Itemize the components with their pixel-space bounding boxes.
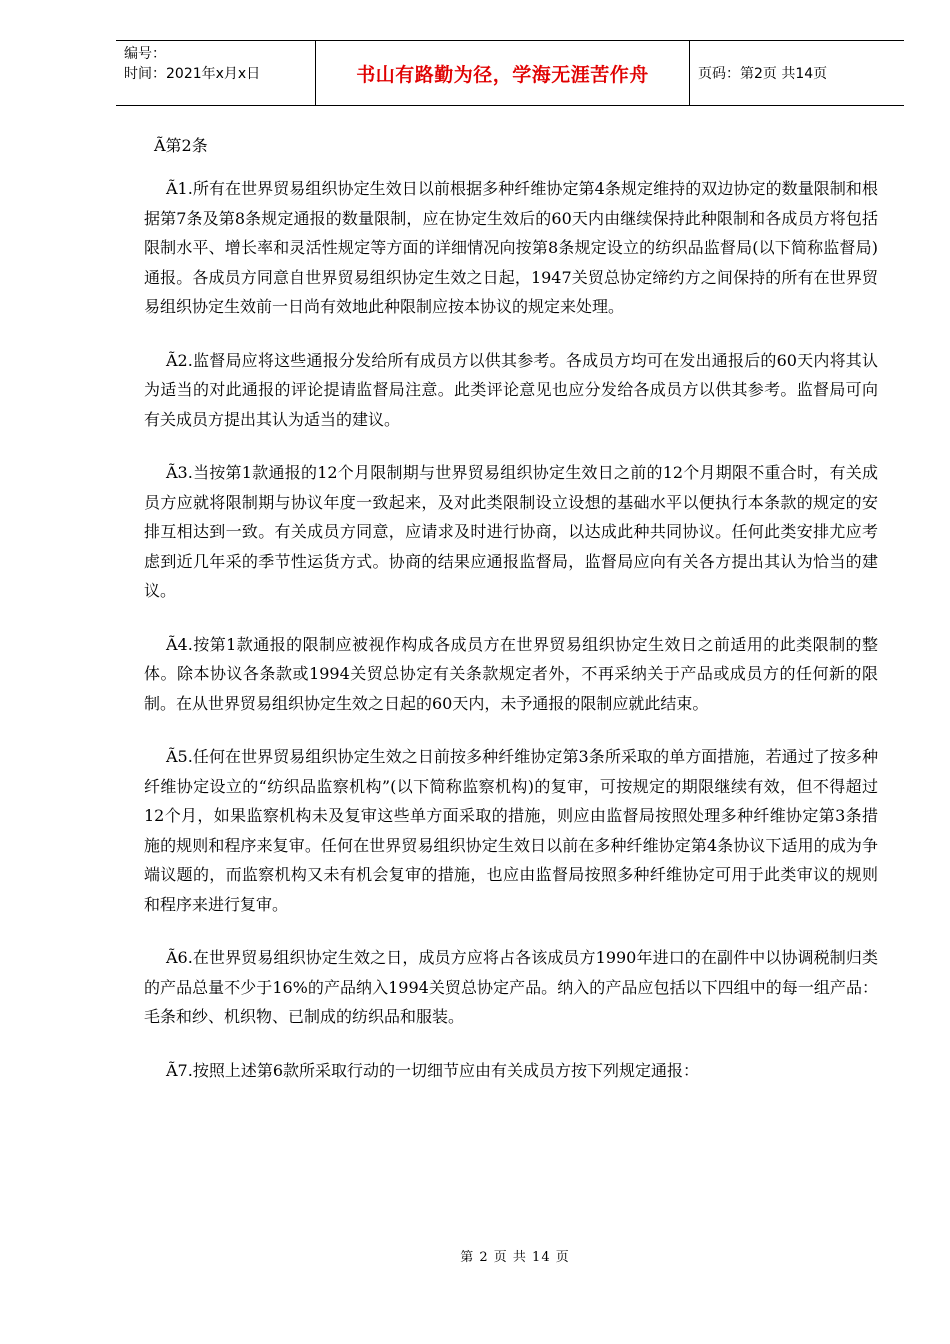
header-meta bbox=[116, 41, 316, 105]
page-header bbox=[116, 40, 904, 106]
article-paragraph-3: Ã3.当按第1款通报的12个月限制期与世界贸易组织协定生效日之前的12个月期限不重合时，有关成员方应就将限制期与协议年度一致起来，及对此类限制设立设想的基础水平以便执行本条款的规定的安排互相达到一致。有关成员方同意，应请求及时进行协商，以达成此种共同协议。任何此类安排尤应考虑到近几年采的季节性运货方式。协商的结果应通报监督局，监督局应向有关各方提出其认为恰当的建议。 bbox=[144, 463, 878, 600]
article-title: Ã第2条 bbox=[154, 136, 208, 155]
header-motto: 书山有路勤为径，学海无涯苦作舟 bbox=[316, 41, 690, 105]
article-paragraph-4: Ã4.按第1款通报的限制应被视作构成各成员方在世界贸易组织协定生效日之前适用的此类限制的整体。除本协议各条款或1994关贸总协定有关条款规定者外，不再采纳关于产品或成员方的任何新的限制。在从世界贸易组织协定生效之日起的60天内，未予通报的限制应就此结束。 bbox=[144, 634, 878, 713]
article-paragraph-7: Ã7.按照上述第6款所采取行动的一切细节应由有关成员方按下列规定通报： bbox=[166, 1060, 700, 1080]
document-number-label: 编号： bbox=[124, 46, 166, 62]
article-paragraph-2: Ã2.监督局应将这些通报分发给所有成员方以供其参考。各成员方均可在发出通报后的60天内将其认为适当的对此通报的评论提请监督局注意。此类评论意见也应分发给各成员方以供其参考。监督局可向有关成员方提出其认为适当的建议。 bbox=[144, 350, 878, 429]
article-paragraph-1: Ã1.所有在世界贸易组织协定生效日以前根据多种纤维协定第4条规定维持的双边协定的数量限制和根据第7条及第8条规定通报的数量限制，应在协定生效后的60天内由继续保持此种限制和各成员方将包括限制水平、增长率和灵活性规定等方面的详细情况向按第8条规定设立的纺织品监督局(以下简称监督局)通报。各成员方同意自世界贸易组织协定生效之日起，1947关贸总协定缔约方之间保持的所有在世界贸易组织协定生效前一日尚有效地此种限制应按本协议的规定来处理。 bbox=[144, 179, 878, 316]
page-footer: 第 2 页 共 14 页 bbox=[460, 1250, 570, 1265]
article-paragraph-6: Ã6.在世界贸易组织协定生效之日，成员方应将占各该成员方1990年进口的在副件中以协调税制归类的产品总量不少于16%的产品纳入1994关贸总协定产品。纳入的产品应包括以下四组中的每一组产品：毛条和纱、机织物、已制成的纺织品和服装。 bbox=[144, 948, 878, 1026]
header-page-number: 页码：第2页 共14页 bbox=[698, 66, 828, 82]
document-body bbox=[144, 128, 878, 1109]
document-time-label: 时间：2021年x月x日 bbox=[124, 66, 261, 82]
article-paragraph-5: Ã5.任何在世界贸易组织协定生效之日前按多种纤维协定第3条所采取的单方面措施，若通过了按多种纤维协定设立的“纺织品监察机构”(以下简称监察机构)的复审，可按规定的期限继续有效，但不得超过12个月，如果监察机构未及复审这些单方面采取的措施，则应由监督局按照处理多种纤维协定第3条措施的规则和程序来复审。任何在世界贸易组织协定生效日以前在多种纤维协定第4条协议下适用的成为争端议题的，而监察机构又未有机会复审的措施，也应由监督局按照多种纤维协定可用于此类审议的规则和程序来进行复审。 bbox=[144, 747, 878, 914]
